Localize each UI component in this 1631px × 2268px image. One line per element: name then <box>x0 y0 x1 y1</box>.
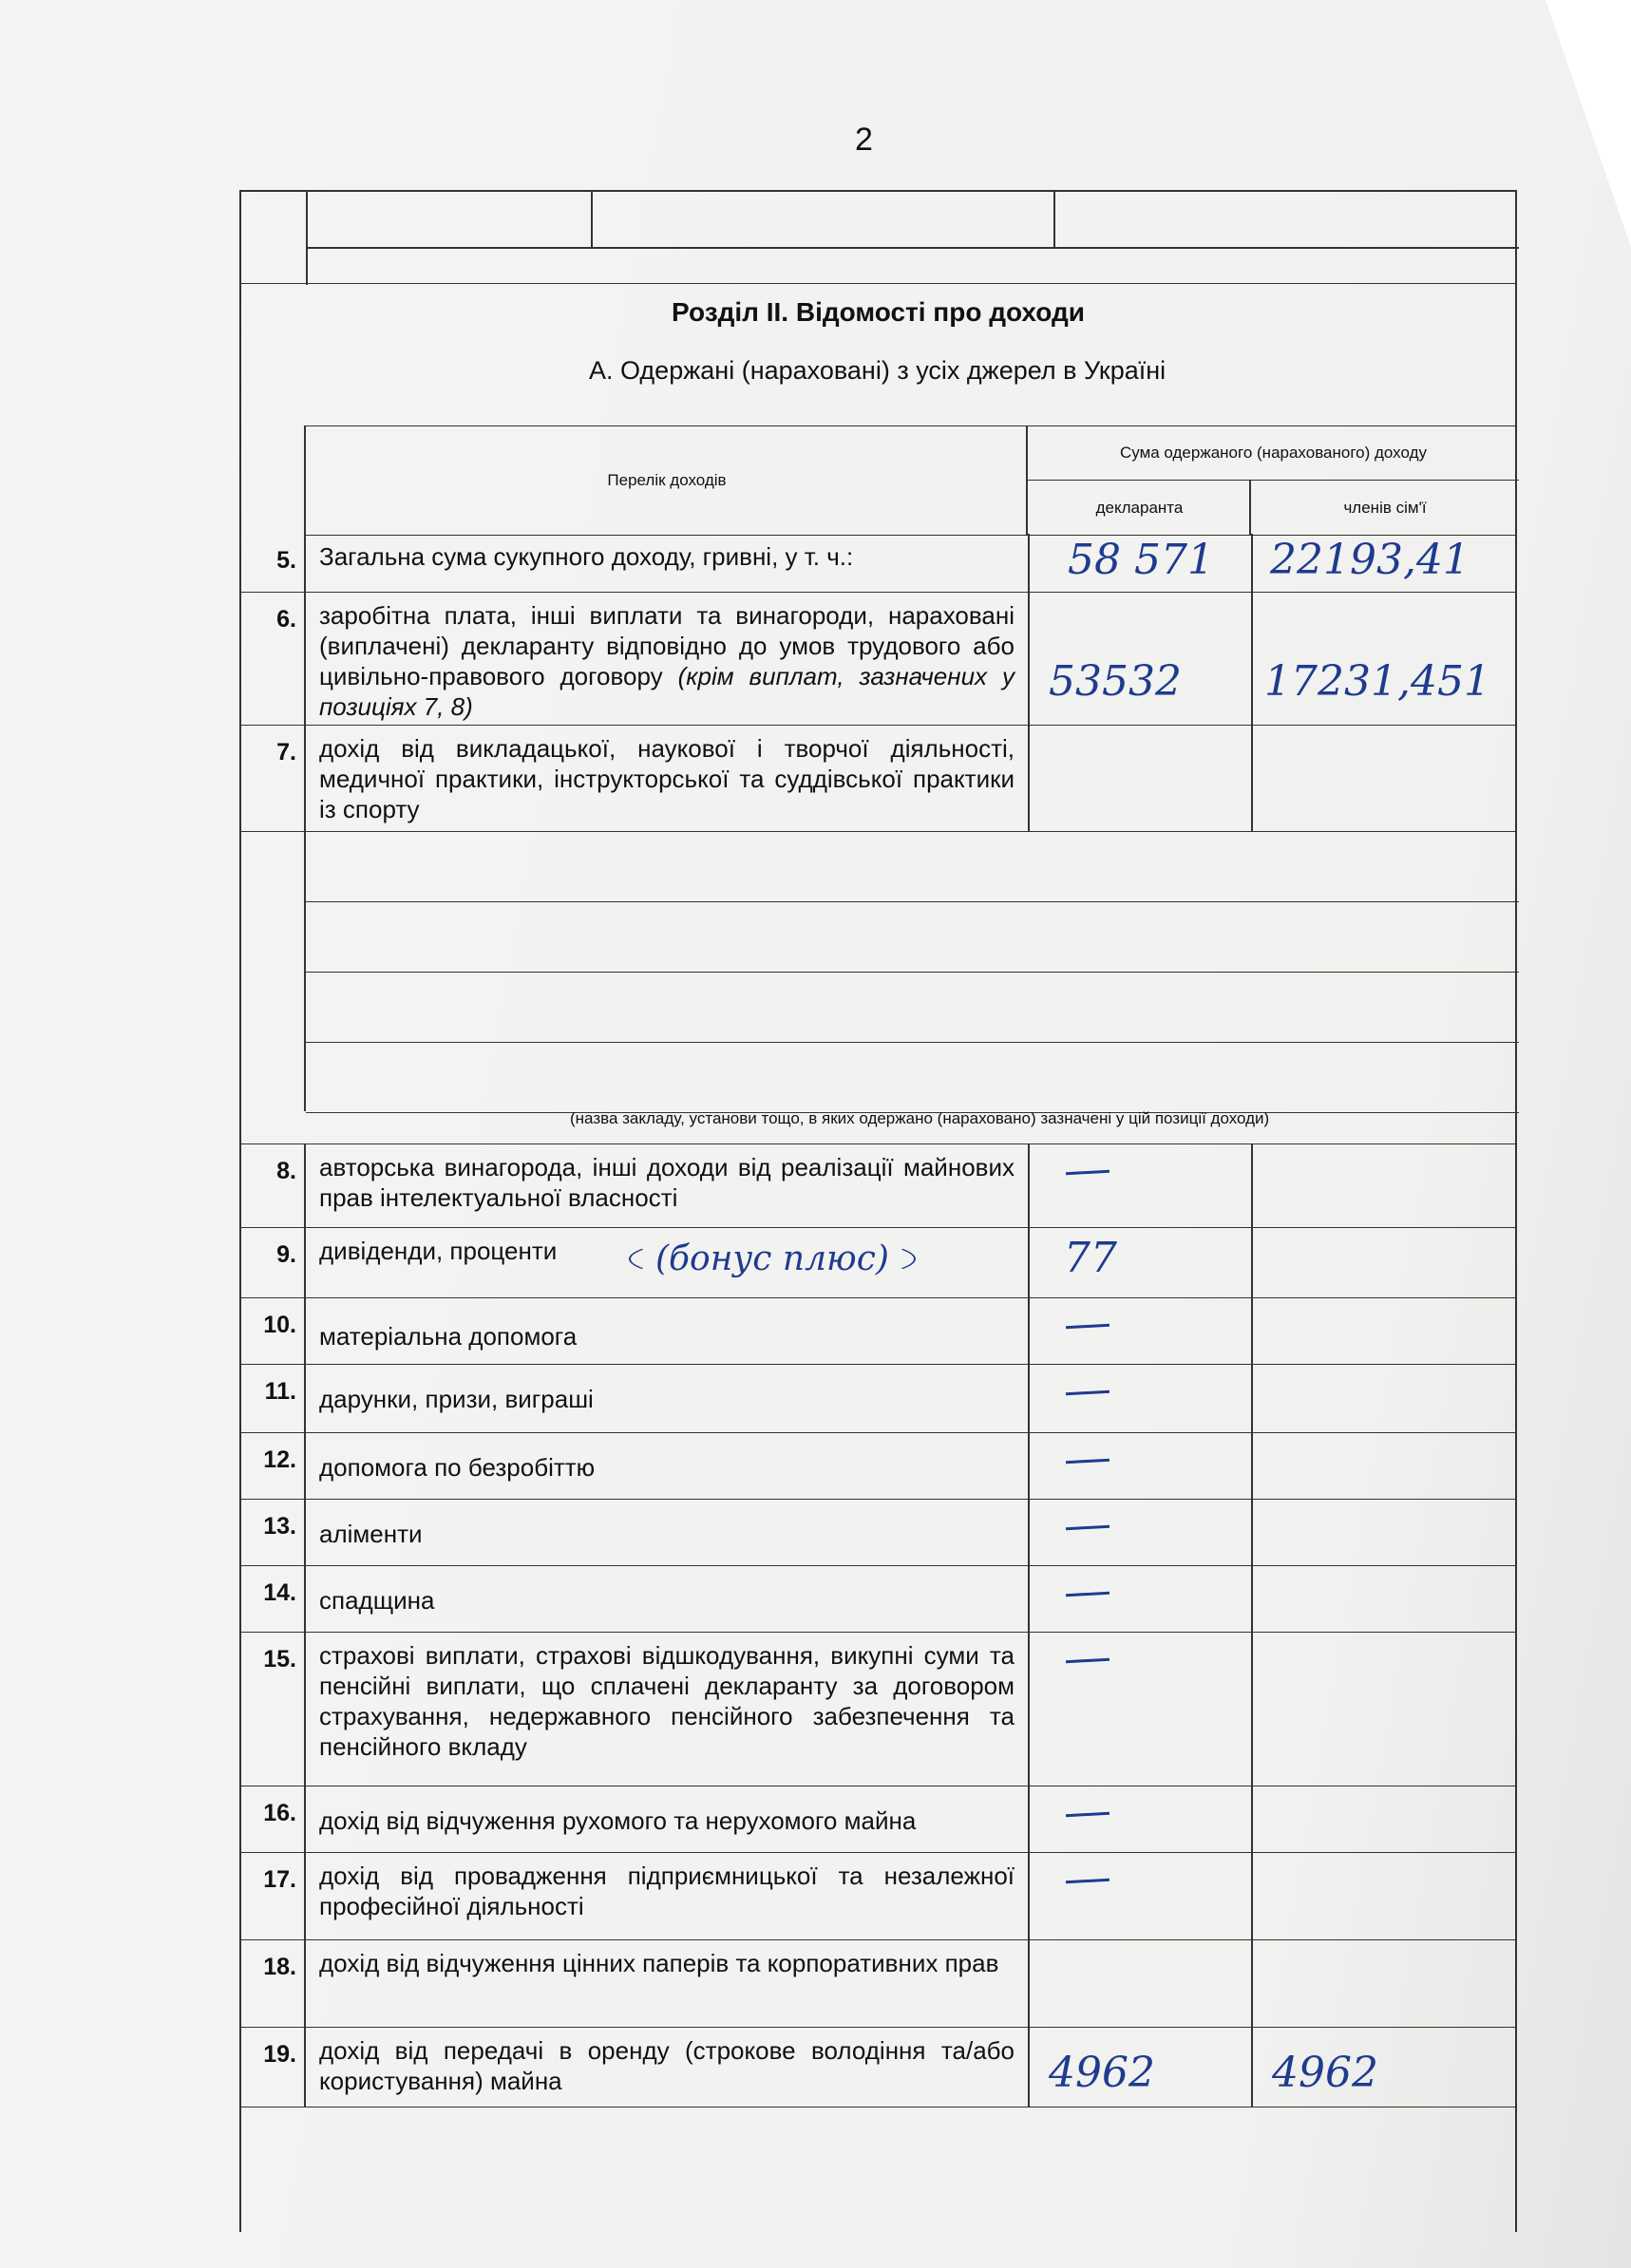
subtitle-text: . Одержані (нараховані) з усіх джерел в Україні <box>606 356 1166 385</box>
family-cell <box>1251 1144 1517 1227</box>
dash-mark <box>1066 1592 1109 1597</box>
dash-mark <box>1066 1324 1109 1329</box>
family-amount: 4962 <box>1272 2049 1378 2097</box>
declarant-cell <box>1028 1566 1251 1632</box>
row-label-text: заробітна плата, інші виплати та винагороди, нараховані (виплачені) декларанту відповідно до умов трудового або цивільно-правового договору <box>319 601 1015 690</box>
row-label: дохід від викладацької, наукової і творчої діяльності, медичної практики, інструкторської та суддівської практики із спорту <box>319 734 1015 823</box>
declarant-cell <box>1028 1853 1251 1939</box>
declarant-cell <box>1028 1433 1251 1499</box>
declarant-cell <box>1028 534 1251 592</box>
row-number: 6. <box>276 606 296 633</box>
dash-mark <box>1066 1170 1109 1175</box>
declarant-cell <box>1028 1228 1251 1297</box>
income-rows-a <box>239 534 1517 832</box>
dash-mark <box>1066 1658 1109 1663</box>
table-row <box>239 1566 1517 1633</box>
table-row <box>239 726 1517 832</box>
family-cell <box>1251 534 1517 592</box>
dash-mark <box>1066 1812 1109 1817</box>
page-number: 2 <box>855 122 873 158</box>
family-cell <box>1251 1633 1517 1786</box>
declarant-cell <box>1028 1940 1251 2027</box>
handwritten-annotation: (бонус плюс) <box>629 1236 916 1282</box>
family-amount: 22193,41 <box>1270 536 1470 584</box>
table-row <box>239 534 1517 593</box>
row-number: 17. <box>263 1866 296 1893</box>
row-label: дохід від передачі в оренду (строкове володіння та/або користування) майна <box>319 2036 1015 2095</box>
row-label: авторська винагорода, інші доходи від реалізації майнових прав інтелектуальної власності <box>319 1153 1015 1212</box>
institution-note: (назва закладу, установи тощо, в яких одержано (нараховано) зазначені у цій позиції доходи) <box>570 1109 1270 1127</box>
row-number: 5. <box>276 547 296 574</box>
row-label: дохід від провадження підприємницької та незалежної професійної діяльності <box>319 1862 1015 1920</box>
row-label: аліменти <box>319 1520 423 1548</box>
family-cell <box>1251 1786 1517 1852</box>
dash-mark <box>1066 1525 1109 1530</box>
declarant-cell <box>1028 1633 1251 1786</box>
table-row <box>239 1633 1517 1786</box>
row-label: матеріальна допомога <box>319 1322 578 1351</box>
family-cell <box>1251 1500 1517 1565</box>
family-cell <box>1251 1566 1517 1632</box>
table-row <box>239 1298 1517 1365</box>
table-row <box>239 1228 1517 1298</box>
row-number: 12. <box>263 1446 296 1473</box>
row-label: дохід від відчуження цінних паперів та корпоративних прав <box>319 1949 999 1977</box>
declarant-cell <box>1028 1500 1251 1565</box>
family-amount: 17231,451 <box>1264 657 1490 706</box>
family-cell <box>1251 2028 1517 2107</box>
row-number: 18. <box>263 1954 296 1980</box>
declarant-cell <box>1028 593 1251 725</box>
family-cell <box>1251 1365 1517 1432</box>
declarant-amount: 53532 <box>1049 657 1182 706</box>
declarant-cell <box>1028 2028 1251 2107</box>
table-row <box>239 1940 1517 2028</box>
page-corner <box>1546 0 1631 247</box>
row-number: 11. <box>264 1378 296 1405</box>
family-cell <box>1251 1853 1517 1939</box>
declarant-cell <box>1028 1786 1251 1852</box>
row-number: 8. <box>276 1158 296 1184</box>
declarant-amount: 4962 <box>1049 2049 1155 2097</box>
declarant-amount: 77 <box>1064 1234 1117 1282</box>
declarant-cell <box>1028 1144 1251 1227</box>
row-number: 13. <box>263 1513 296 1540</box>
row-label: страхові виплати, страхові відшкодування, викупні суми та пенсійні виплати, що сплачені декларанту за договором страхування, недержавного пенсійного забезпечення та пенсійного вкладу <box>319 1641 1015 1761</box>
section-subtitle <box>589 356 1166 386</box>
row-label: дарунки, призи, виграші <box>319 1385 594 1413</box>
income-table-header <box>304 425 1517 536</box>
row-label: спадщина <box>319 1586 435 1615</box>
family-cell <box>1251 1298 1517 1364</box>
declarant-cell <box>1028 1365 1251 1432</box>
dash-mark <box>1066 1459 1109 1464</box>
row-number: 19. <box>263 2041 296 2068</box>
table-row <box>239 1365 1517 1433</box>
institution-block <box>304 832 1519 1111</box>
section-header <box>239 283 1517 332</box>
family-cell <box>1251 726 1517 831</box>
row-number: 7. <box>276 739 296 765</box>
family-cell <box>1251 1940 1517 2027</box>
row-number: 9. <box>276 1241 296 1268</box>
table-row <box>239 1433 1517 1500</box>
table-row <box>239 593 1517 726</box>
declarant-label: декларанта <box>1095 498 1184 517</box>
row-number: 10. <box>263 1312 296 1338</box>
row-number: 16. <box>263 1800 296 1826</box>
row-label <box>306 593 1028 725</box>
dash-mark <box>1066 1879 1109 1883</box>
top-table-fragment <box>239 190 1517 283</box>
family-cell <box>1251 593 1517 725</box>
row-label-italic: (крім виплат, зазначених у позиціях 7, 8) <box>319 662 1015 721</box>
table-row <box>239 1853 1517 1940</box>
dash-mark <box>1066 1390 1109 1395</box>
row-label: допомога по безробіттю <box>319 1453 596 1482</box>
subtitle-letter: А <box>589 356 607 385</box>
family-cell <box>1251 1433 1517 1499</box>
family-cell <box>1251 1228 1517 1297</box>
table-row <box>239 1144 1517 1228</box>
table-row <box>239 1500 1517 1566</box>
row-label: Загальна сума сукупного доходу, гривні, у т. ч.: <box>319 542 854 571</box>
row-number: 15. <box>263 1646 296 1673</box>
table-row <box>239 2028 1517 2107</box>
section-title: Розділ II. Відомості про доходи <box>672 297 1085 327</box>
declarant-cell <box>1028 1298 1251 1364</box>
sum-label: Сума одержаного (нарахованого) доходу <box>1119 444 1427 462</box>
row-label: дохід від відчуження рухомого та нерухомого майна <box>319 1806 917 1835</box>
declarant-amount: 58 571 <box>1068 536 1214 584</box>
declarant-cell <box>1028 726 1251 831</box>
table-row <box>239 1786 1517 1853</box>
row-label: дивіденди, проценти <box>319 1237 558 1265</box>
list-label: Перелік доходів <box>607 471 727 489</box>
income-rows-b <box>239 1143 1517 2107</box>
row-number: 14. <box>263 1579 296 1606</box>
family-label: членів сім'ї <box>1343 498 1427 517</box>
